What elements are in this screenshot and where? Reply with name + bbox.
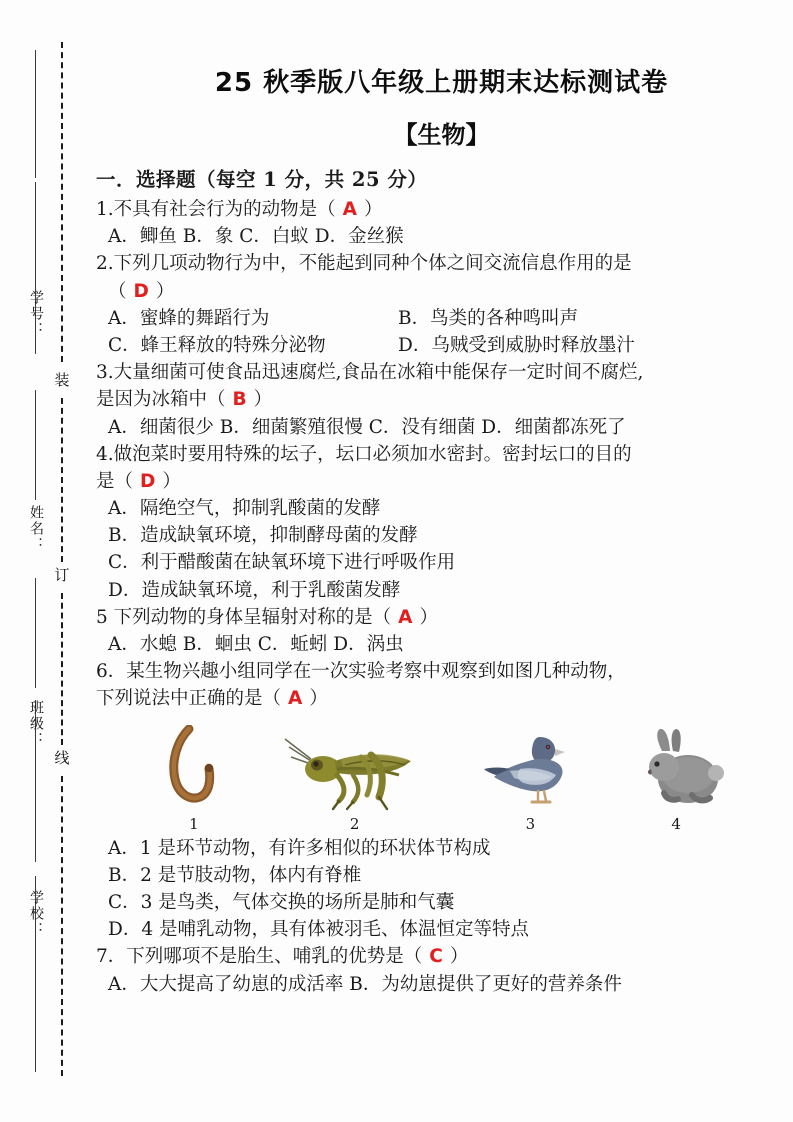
question-1-stem-text: 1.不具有社会行为的动物是（ — [96, 199, 336, 220]
question-2-answer: D — [133, 280, 149, 302]
grasshopper-icon — [275, 725, 435, 813]
figure-caption-4: 4 — [671, 814, 681, 833]
question-4-option-a: A．隔绝空气，抑制乳酸菌的发酵 — [108, 498, 381, 520]
question-4-stem: 4.做泡菜时要用特殊的坛子，坛口必须加水密封。密封坛口的目的 — [96, 443, 632, 465]
binding-margin — [0, 0, 90, 1122]
question-6-stem: 6．某生物兴趣小组同学在一次实验考察中观察到如图几种动物， — [96, 661, 626, 683]
question-2-options-row-2 — [96, 332, 779, 359]
question-4-paren-close: ） — [162, 470, 182, 492]
field-label-class: 班级： — [28, 700, 44, 748]
question-7-stem-tail: ） — [449, 946, 470, 968]
question-3-paren-close: ） — [253, 389, 274, 411]
question-7-answer: C — [429, 946, 443, 968]
question-6-answer-line — [96, 685, 779, 712]
rabbit-icon — [626, 725, 726, 813]
figure-caption-2: 2 — [349, 814, 360, 833]
question-5-stem-text: 5 下列动物的身体呈辐射对称的是（ — [96, 606, 392, 628]
question-1-answer: A — [342, 199, 357, 220]
question-2-option-d: D．乌贼受到威胁时释放墨汁 — [398, 334, 635, 356]
question-6-option-d: D．4 是哺乳动物，具有体被羽毛、体温恒定等特点 — [108, 919, 529, 941]
question-2-option-a: A．蜜蜂的舞蹈行为 — [108, 307, 270, 329]
question-6-stem-cont: 下列说法中正确的是（ — [96, 688, 282, 710]
question-6-answer: A — [288, 688, 303, 710]
question-6-option-a: A．1 是环节动物，有许多相似的环状体节构成 — [108, 837, 491, 859]
question-2-stem: 2.下列几项动物行为中，不能起到同种个体之间交流信息作用的是 — [96, 253, 632, 275]
question-4 — [96, 441, 779, 604]
figure-item-grasshopper — [275, 725, 435, 833]
figure-item-pigeon — [480, 725, 580, 833]
question-2-option-c: C．蜂王释放的特殊分泌物 — [108, 334, 326, 356]
question-7-options: A．大大提高了幼崽的成活率 B．为幼崽提供了更好的营养条件 — [108, 973, 622, 995]
question-6-option-c: C．3 是鸟类，气体交换的场所是肺和气囊 — [108, 891, 455, 913]
question-3-answer: B — [232, 389, 247, 411]
seal-char-ding: 订 — [51, 567, 73, 584]
question-6 — [96, 658, 779, 943]
question-content — [90, 164, 793, 998]
question-3 — [96, 359, 779, 441]
question-2-option-b: B．鸟类的各种鸣叫声 — [398, 307, 579, 329]
question-2-paren-close: ） — [155, 280, 176, 302]
question-3-stem: 3.大量细菌可使食品迅速腐烂,食品在冰箱中能保存一定时间不腐烂, — [96, 362, 644, 384]
field-label-student-id: 学号： — [28, 290, 44, 338]
question-1-stem — [96, 196, 779, 223]
question-1-stem-tail: ） — [363, 199, 384, 220]
seal-char-zhuang: 装 — [51, 372, 73, 389]
figure-item-earthworm — [159, 725, 229, 833]
section-heading-choice: 一．选择题（每空 1 分，共 25 分） — [96, 168, 428, 191]
title-block — [90, 0, 793, 150]
question-7 — [96, 943, 779, 997]
binding-dashed-line-top — [61, 42, 63, 362]
question-5-stem-tail: ） — [419, 606, 439, 628]
subject-title: 【生物】 — [393, 120, 490, 149]
question-3-answer-line — [96, 386, 779, 413]
earthworm-icon — [159, 725, 229, 813]
question-5 — [96, 604, 779, 658]
question-4-option-b: B．造成缺氧环境，抑制酵母菌的发酵 — [108, 525, 418, 547]
figure-caption-3: 3 — [525, 814, 536, 833]
question-2-options-row-1 — [96, 305, 779, 332]
question-3-stem-cont: 是因为冰箱中（ — [96, 389, 226, 411]
field-label-name: 姓名： — [28, 505, 44, 553]
question-4-answer: D — [140, 470, 156, 492]
pigeon-icon — [480, 725, 580, 813]
question-5-answer: A — [398, 606, 413, 628]
question-4-option-d: D．造成缺氧环境，利于乳酸菌发酵 — [108, 579, 401, 601]
question-4-answer-line — [96, 468, 779, 495]
question-1 — [96, 196, 779, 250]
binding-rule-segment-1 — [35, 50, 36, 178]
question-2 — [96, 250, 779, 359]
question-4-stem-cont: 是（ — [96, 470, 134, 492]
question-6-option-b: B．2 是节肢动物，体内有脊椎 — [108, 864, 362, 886]
figure-caption-1: 1 — [189, 814, 199, 833]
figure-item-rabbit — [626, 725, 726, 833]
binding-rule-segment-4 — [35, 578, 36, 688]
binding-dashed-line-mid2 — [61, 593, 63, 745]
question-5-options: A．水螅 B．蛔虫 C．蚯蚓 D．涡虫 — [108, 634, 404, 655]
question-5-stem — [96, 604, 779, 631]
exam-sheet — [90, 0, 793, 1122]
question-7-stem — [96, 943, 779, 970]
binding-dashed-line-mid — [61, 398, 63, 562]
question-4-option-c: C．利于醋酸菌在缺氧环境下进行呼吸作用 — [108, 552, 456, 574]
field-label-school: 学校： — [28, 890, 44, 938]
question-2-answer-line — [96, 278, 779, 305]
binding-dashed-line-bottom — [61, 776, 63, 1076]
question-6-figure — [96, 723, 779, 833]
page-title: 25 秋季版八年级上册期末达标测试卷 — [214, 68, 669, 98]
question-2-paren-open: （ — [108, 280, 127, 302]
seal-char-xian: 线 — [51, 750, 73, 767]
binding-rule-segment-3 — [35, 390, 36, 500]
question-7-stem-text: 7．下列哪项不是胎生、哺乳的优势是（ — [96, 946, 423, 968]
question-6-paren-close: ） — [309, 688, 329, 710]
question-3-options: A．细菌很少 B．细菌繁殖很慢 C．没有细菌 D．细菌都冻死了 — [108, 416, 626, 438]
question-1-options: A．鲫鱼 B．象 C．白蚁 D．金丝猴 — [108, 226, 404, 248]
